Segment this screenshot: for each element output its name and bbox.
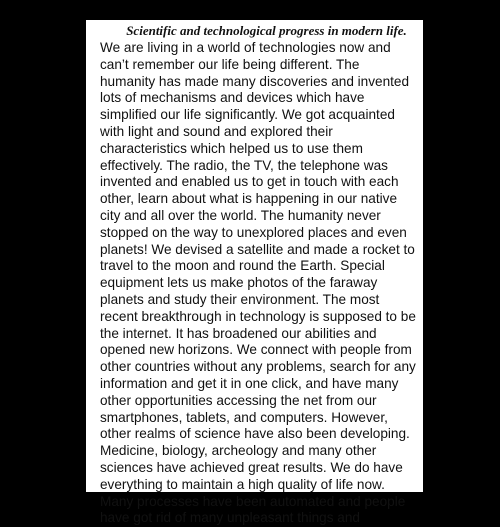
body-line: with light and sound and explored their — [100, 123, 333, 139]
body-line: planets! We devised a satellite and made a rocket to — [100, 241, 415, 257]
body-line: travel to the moon and round the Earth. Special — [100, 258, 385, 274]
body-line: lots of mechanisms and devices which have — [100, 90, 365, 106]
body-line: equipment lets us make photos of the faraway — [100, 275, 378, 291]
body-line: simplified our life significantly. We got acquainted — [100, 107, 395, 123]
body-line: recent breakthrough in technology is supposed to be — [100, 308, 416, 324]
body-line: sciences have achieved great results. We do have — [100, 459, 403, 475]
body-line: city and all over the world. The humanity never — [100, 207, 381, 223]
body-line: We are living in a world of technologies now and — [100, 40, 391, 55]
body-line: can’t remember our life being different. The — [100, 56, 360, 72]
body-line: other opportunities accessing the net from our — [100, 392, 377, 408]
body-line: Medicine, biology, archeology and many other — [100, 443, 377, 459]
body-line: Many processes have been automated and people — [100, 493, 406, 509]
document-title: Scientific and technological progress in modern life. — [126, 23, 407, 38]
body-line: stopped on the way to unexplored places and even — [100, 224, 407, 240]
body-line: opened new horizons. We connect with people from — [100, 342, 412, 358]
document-page — [86, 20, 423, 526]
body-line: effectively. The radio, the TV, the telephone was — [100, 157, 388, 173]
body-line: humanity has made many discoveries and invented — [100, 73, 410, 89]
body-line: have got rid of many unpleasant things and — [100, 510, 360, 526]
body-line: everything to maintain a high quality of life now. — [100, 476, 385, 492]
body-line: other, learn about what is happening in our native — [100, 191, 398, 207]
body-line: information and get it in one click, and have many — [100, 375, 399, 391]
body-line: smartphones, tablets, and computers. However, — [100, 409, 388, 425]
body-line: invented and enabled us to get in touch with each — [100, 174, 399, 190]
body-line: the internet. It has broadened our abilities and — [100, 325, 377, 341]
body-line: planets and study their environment. The most — [100, 291, 380, 307]
body-line: other countries without any problems, search for any — [100, 359, 416, 375]
document-body — [100, 40, 420, 527]
body-line: characteristics which helped us to use them — [100, 140, 363, 156]
body-line: other realms of science have also been developing. — [100, 426, 410, 442]
